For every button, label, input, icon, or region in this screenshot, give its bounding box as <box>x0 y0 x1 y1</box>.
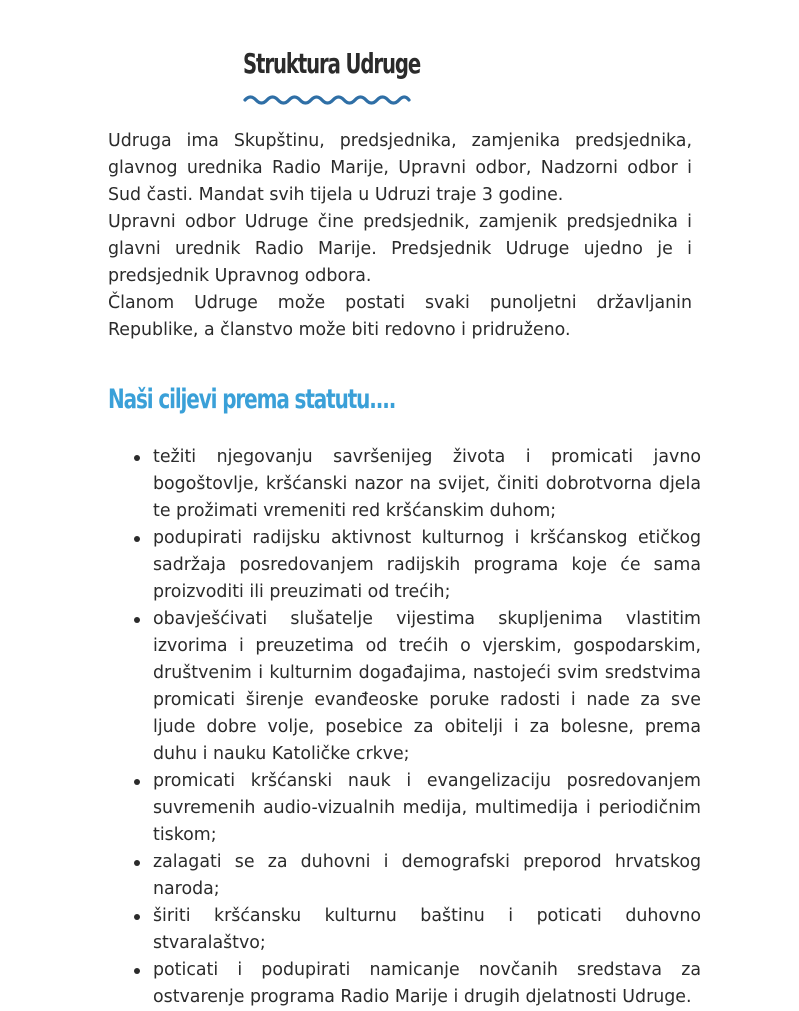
bullet-icon <box>134 779 140 785</box>
wave-divider-icon <box>243 94 411 106</box>
intro-paragraph-3: Članom Udruge može postati svaki punoljetni državljanin Republike, a članstvo može biti redovno i pridruženo. <box>108 293 692 340</box>
bullet-icon <box>134 617 140 623</box>
intro-paragraph-1: Udruga ima Skupštinu, predsjednika, zamjenika predsjednika, glavnog urednika Radio Marije, Upravni odbor, Nadzorni odbor i Sud časti. Mandat svih tijela u Udruzi traje 3 godine. <box>108 131 692 205</box>
list-item <box>153 903 701 957</box>
intro-paragraph-2: Upravni odbor Udruge čine predsjednik, zamjenik predsjednika i glavni urednik Radio Marije. Predsjednik Udruge ujedno je i predsjednik Upravnog odbora. <box>108 212 692 286</box>
bullet-icon <box>134 914 140 920</box>
intro-text <box>108 128 692 344</box>
bullet-icon <box>134 536 140 542</box>
list-item-text: promicati kršćanski nauk i evangelizaciju posredovanjem suvremenih audio-vizualnih medija, multimedija i periodičnim tiskom; <box>153 771 701 845</box>
title-block <box>243 40 443 88</box>
list-item <box>153 525 701 606</box>
list-item <box>153 444 701 525</box>
list-item-text: obavješćivati slušatelje vijestima skupljenima vlastitim izvorima i preuzetima od trećih o vjerskim, gospodarskim, društvenim i kulturnim događajima, nastojeći svim sredstvima promicati širenje evanđeoske poruke radosti i nade za sve ljude dobre volje, posebice za obitelji i za bolesne, prema duhu i nauku Katoličke crkve; <box>153 609 701 764</box>
goals-heading: Naši ciljevi prema statutu.... <box>108 384 396 415</box>
page-title: Struktura Udruge <box>243 47 421 80</box>
list-item <box>153 957 701 1011</box>
goals-list <box>153 444 701 1011</box>
list-item <box>153 606 701 768</box>
bullet-icon <box>134 860 140 866</box>
bullet-icon <box>134 455 140 461</box>
bullet-icon <box>134 968 140 974</box>
list-item-text: težiti njegovanju savršenijeg života i promicati javno bogoštovlje, kršćanski nazor na svijet, činiti dobrotvorna djela te prožimati vremeniti red kršćanskim duhom; <box>153 447 701 521</box>
list-item-text: podupirati radijsku aktivnost kulturnog i kršćanskog etičkog sadržaja posredovanjem radijskih programa koje će sama proizvoditi ili preuzimati od trećih; <box>153 528 701 602</box>
list-item <box>153 768 701 849</box>
list-item-text: poticati i podupirati namicanje novčanih sredstava za ostvarenje programa Radio Marije i drugih djelatnosti Udruge. <box>153 960 701 1007</box>
list-item <box>153 849 701 903</box>
list-item-text: širiti kršćansku kulturnu baštinu i poticati duhovno stvaralaštvo; <box>153 906 701 953</box>
list-item-text: zalagati se za duhovni i demografski preporod hrvatskog naroda; <box>153 852 701 899</box>
